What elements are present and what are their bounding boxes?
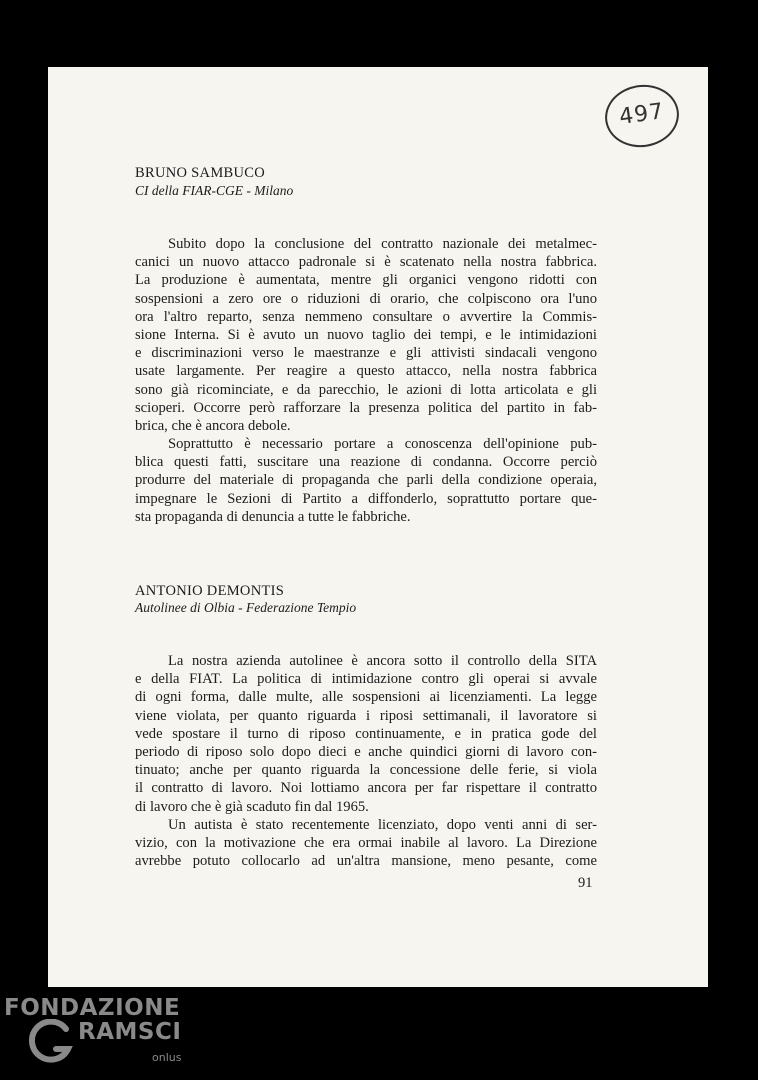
text-line: ora l'altro reparto, senza nemmeno consultare o avvertire la Commis- [135,308,597,325]
author-name: ANTONIO DEMONTIS [135,583,285,599]
text-line: sta propaganda di denuncia a tutte le fabbriche. [135,508,411,525]
text-line: di ogni forma, dalle multe, alle sospensioni ai licenziamenti. La legge [135,689,597,706]
paragraph [135,652,597,816]
text-line: Subito dopo la conclusione del contratto nazionale dei metalmec- [168,236,597,252]
text-line: Soprattutto è necessario portare a conoscenza dell'opinione pub- [168,436,597,452]
text-line: avrebbe potuto collocarlo ad un'altra mansione, meno pesante, come [135,853,597,870]
fondazione-gramsci-logo [0,995,200,1080]
text-line: e della FIAT. La politica di intimidazione contro gli operai si avvale [135,671,597,688]
text-line: usate largamente. Per reagire a questo attacco, nella nostra fabbrica [135,363,597,380]
logo-line2: RAMSCI [78,1019,182,1045]
document-page [48,67,708,987]
text-line: produrre del materiale di propaganda che parli della condizione operaia, [135,472,597,489]
text-line: periodo di riposo solo dopo dieci e anche quindici giorni di lavoro con- [135,743,597,760]
paragraph [135,435,597,526]
text-line: tinuato; anche per quanto riguarda la concessione delle ferie, si viola [135,762,597,779]
text-line: sospensioni a zero ore o riduzioni di orario, che colpiscono ora l'uno [135,290,597,307]
author-name: BRUNO SAMBUCO [135,165,265,181]
author-affiliation: Autolinee di Olbia - Federazione Tempio [135,600,357,615]
handwritten-archive-number: 497 [601,80,683,152]
text-line: brica, che è ancora debole. [135,417,291,434]
text-line: canici un nuovo attacco padronale si è scatenato nella nostra fabbrica. [135,254,597,271]
text-line: e discriminazioni verso le maestranze e gli attivisti sindacali vengono [135,345,597,362]
text-line: scioperi. Occorre però rafforzare la presenza politica del partito in fab- [135,399,597,416]
logo-g-icon [28,1019,74,1065]
text-line: La nostra azienda autolinee è ancora sotto il controllo della SITA [168,653,597,669]
text-line: vizio, con la motivazione che era ormai inabile al lavoro. La Direzione [135,835,597,852]
paragraph [135,816,597,871]
text-line: sono già ricominciate, e da parecchio, le azioni di lotta articolata e gli [135,381,597,398]
author-affiliation: CI della FIAR-CGE - Milano [135,183,294,198]
text-line: il contratto di lavoro. Noi lottiamo ancora per far rispettare il contratto [135,780,597,797]
logo-suffix: onlus [152,1051,182,1064]
text-line: di lavoro che è già scaduto fin dal 1965. [135,798,369,815]
text-line: vede spostare il turno di riposo continuamente, e in pratica gode del [135,725,597,742]
text-line: impegnare le Sezioni di Partito a diffonderlo, soprattutto portare que- [135,490,597,507]
text-line: La produzione è aumentata, mentre gli organici vengono ridotti con [135,272,597,289]
paragraph [135,235,597,435]
text-line: sione Interna. Si è avuto un nuovo taglio dei tempi, e le intimidazioni [135,326,597,343]
text-line: Un autista è stato recentemente licenziato, dopo venti anni di ser- [168,817,597,833]
text-line: blica questi fatti, suscitare una reazione di condanna. Occorre perciò [135,454,597,471]
page-number: 91 [578,875,593,891]
logo-line1: FONDAZIONE [4,995,181,1021]
text-line: viene violata, per quanto riguarda i riposi settimanali, il lavoratore si [135,707,597,724]
